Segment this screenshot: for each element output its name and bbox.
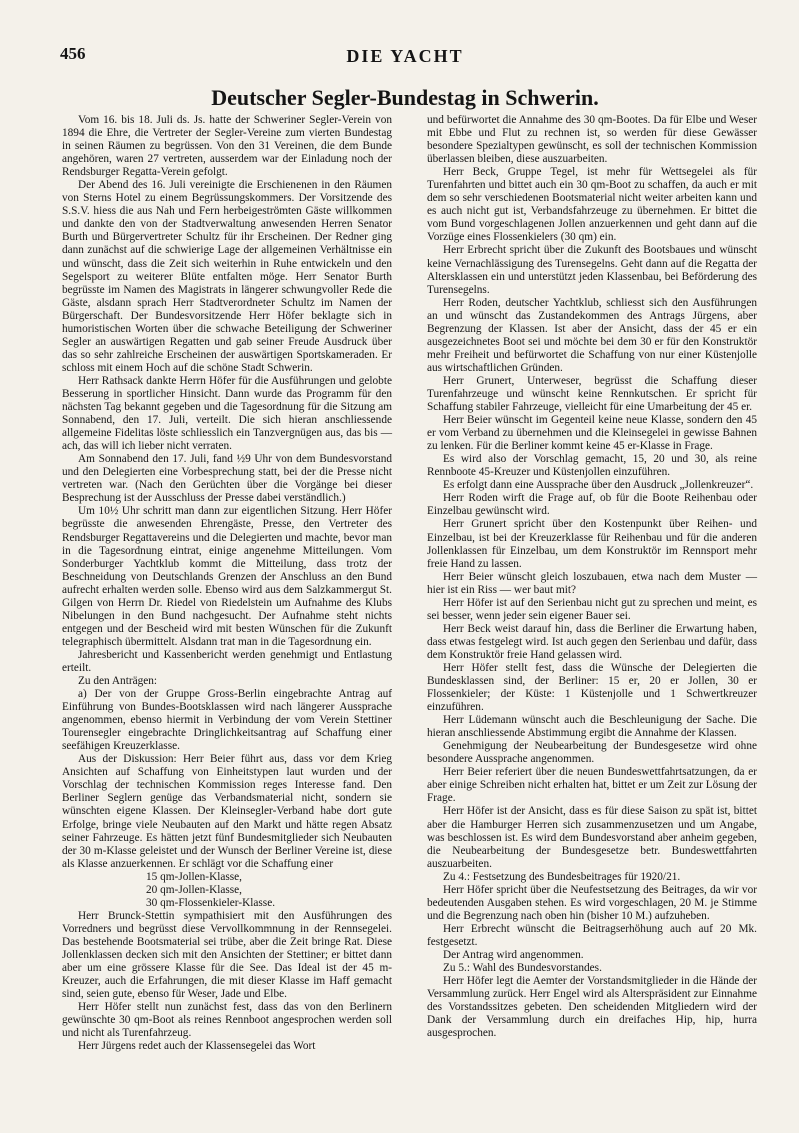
- paragraph: Der Abend des 16. Juli vereinigte die Erschienenen in den Räumen von Sterns Hotel zu einem Begrüssungskommers. Der Vorsitzende des S.S.V. hiess die aus Nah und Fern herbeigeströmten Gäste willkommen und dankte den von der Stadtverwaltung anwesenden Herren Senator Burth und Bürgervertreter Schultz für ihr Erscheinen. Der Redner ging dann zunächst auf die schwierige Lage der allgemeinen Verhältnisse ein und wünscht, dass die Zeit sich weiterhin in Ruhe entwickeln und den Segelsport zu weiterer Blüte entfalten möge. Herr Senator Burth begrüsste im Namen des Magistrats in längerer schwungvoller Rede die Gäste, alsdann sprach Herr Stadtverordneter Schultz im Namen der Bürgerschaft. Der Bundesvorsitzende Herr Höfer beklagte sich in humoristischen Worten über die schwache Beteiligung der Schweriner Segler an auswärtigen Regatten und gab seiner Freude Ausdruck über das so sehr zahlreiche Erscheinen der auswärtigen Sportskameraden. Er schloss mit einem Hoch auf die schöne Stadt Schwerin.: [62, 179, 392, 374]
- paragraph: Herr Roden, deutscher Yachtklub, schliesst sich den Ausführungen an und wünscht das Zustandekommen des Antrags Jürgens, aber Begrenzung der Klassen. Ist aber der Ansicht, dass der 45 er ein ausgezeichnetes Boot sei und möchte bei dem 30 er für den Konstruktör mehr Freiheit und befürwortet die Schaffung von nur einer Küstenjolle aus wirtschaftlichen Gründen.: [427, 296, 757, 374]
- section-heading: Zu 5.: Wahl des Bundesvorstandes.: [443, 962, 602, 975]
- paragraph: Herr Grunert spricht über den Kostenpunkt über Reihen- und Einzelbau, ist bei der Kreuzerklasse für Reihenbau und für die anderen Jollenklassen für Einzelbau, um dem Konstruktör im Rennsport mehr freie Hand zu lassen.: [427, 518, 757, 570]
- class-list-item: 30 qm-Flossenkieler-Klasse.: [146, 896, 276, 909]
- paragraph: Herr Brunck-Stettin sympathisiert mit den Ausführungen des Vorredners und begrüsst diese Vervollkommnung in der Rennsegelei. Das bestehende Bootsmaterial sei trübe, aber die Zeit bringe Rat. Diese Jollenklassen decken sich mit den Ansichten der Stettiner; er bittet dann aber um eine grössere Klasse für die See. Das Ideal ist der 45 m-Kreuzer, auch die Erfahrungen, die mit dieser Klasse im Haff gemacht sind, seien gute, ebenso für Weser, Jade und Elbe.: [62, 909, 392, 1001]
- paragraph: Vom 16. bis 18. Juli ds. Js. hatte der Schweriner Segler-Verein von 1894 die Ehre, die Vertreter der Segler-Vereine zum vierten Bundestag in seinen Räumen zu begrüssen. Von den 31 Vereinen, die dem Bunde angehören, waren 27 vertreten, ausserdem war der Einladung noch der Rendsburger Regatta-Verein gefolgt.: [62, 114, 392, 179]
- paragraph: Herr Beier wünscht gleich loszubauen, etwa nach dem Muster — hier ist ein Riss — wer baut mit?: [427, 570, 757, 596]
- paragraph: Herr Höfer legt die Aemter der Vorstandsmitglieder in die Hände der Versammlung zurück. Herr Engel wird als Alterspräsident zur Einnahme des Vorstandssitzes gebeten. Den scheidenden Mitgliedern wird der Dank der Versammlung durch ein dreifaches Hip, hip, hurra ausgesprochen.: [427, 975, 757, 1040]
- page-number: 456: [60, 44, 86, 63]
- section-heading: Zu 4.: Festsetzung des Bundesbeitrages für 1920/21.: [443, 870, 681, 883]
- paragraph: Herr Grunert, Unterweser, begrüsst die Schaffung dieser Turenfahrzeuge und wünscht keine Rennkutschen. Er spricht für Schaffung stabiler Fahrzeuge, vielleicht für eine Umarbeitung der 45 er.: [427, 374, 757, 414]
- article-title: Deutscher Segler-Bundestag in Schwerin.: [211, 85, 599, 110]
- paragraph: Herr Beck weist darauf hin, dass die Berliner die Erwartung haben, dass etwas festgelegt wird. Ist auch gegen den Serienbau und dafür, dass dem Konstruktör freie Hand gelassen wird.: [427, 622, 757, 661]
- paragraph: Herr Jürgens redet auch der Klassensegelei das Wort: [78, 1040, 316, 1053]
- paragraph: Herr Höfer stellt nun zunächst fest, dass das von den Berlinern gewünschte 30 qm-Boot als reines Rennboot angesprochen werden soll und nicht als Turenfahrzeug.: [62, 1001, 392, 1040]
- paragraph: Herr Höfer spricht über die Neufestsetzung des Beitrages, da wir vor bedeutenden Ausgaben stehen. Es wird vorgeschlagen, 20 M. je Stimme und die Begrenzung nach oben hin (bisher 10 M.) aufzuheben.: [427, 883, 757, 922]
- paragraph: Herr Roden wirft die Frage auf, ob für die Boote Reihenbau oder Einzelbau gewünscht wird.: [427, 492, 757, 518]
- paragraph: Jahresbericht und Kassenbericht werden genehmigt und Entlastung erteilt.: [62, 648, 392, 674]
- paragraph: Um 10½ Uhr schritt man dann zur eigentlichen Sitzung. Herr Höfer begrüsste die anwesenden Ehrengäste, Presse, den Vertreter des Rendsburger Regattavereins und die Delegierten und machte, bevor man in die Tagesordnung eintrat, einige angenehme Mitteilungen. Vom Sonderburger Yachtklub kommt die Mitteilung, dass trotz der Beschneidung von Deutschlands Grenzen der Anschluss an den Bund aufrecht erhalten werden solle. Ebenso wird aus dem Salzkammergut St. Gilgen von Herrn Dr. Riedel von Riedelstein um Aufnahme des Klubs Nibelungen in den Bund nachgesucht. Der Aufnahme steht nichts entgegen und der Bescheid wird mit besten Wünschen für die Zukunft telegraphisch übermittelt. Alsdann trat man in die Tagesordnung ein.: [62, 505, 392, 648]
- paragraph: Genehmigung der Neubearbeitung der Bundesgesetze wird ohne besondere Aussprache angenommen.: [427, 740, 757, 766]
- paragraph: Herr Rathsack dankte Herrn Höfer für die Ausführungen und gelobte Besserung in sportlicher Hinsicht. Dann wurde das Programm für den nächsten Tag bekannt gegeben und die Tagesordnung für die Sitzung am Sonnabend, den 17. Juli, verteilt. Die sich hieran anschliessende allgemeine Fidelitas löste schliesslich ein Tanzvergnügen aus, das bis — ach, das will ich lieber nicht verraten.: [62, 374, 392, 453]
- paragraph: und befürwortet die Annahme des 30 qm-Bootes. Da für Elbe und Weser mit Ebbe und Flut zu rechnen ist, so werden für diese Gewässer besondere Spezialtypen gewünscht, es soll der technischen Kommission überlassen bleiben, diese auszuarbeiten.: [427, 114, 757, 166]
- running-title: DIE YACHT: [346, 46, 464, 66]
- class-list-item: 15 qm-Jollen-Klasse,: [146, 870, 243, 883]
- paragraph: Herr Erbrecht wünscht die Beitragserhöhung auch auf 20 Mk. festgesetzt.: [427, 922, 757, 948]
- paragraph: Herr Lüdemann wünscht auch die Beschleunigung der Sache. Die hieran anschliessende Abstimmung ergibt die Annahme der Klassen.: [427, 714, 757, 740]
- paragraph: Am Sonnabend den 17. Juli, fand ½9 Uhr von dem Bundesvorstand und den Delegierten eine Vorbesprechung statt, bei der die Presse nicht vertreten war. (Nach den Gerüchten über die Vorgänge bei dieser Besprechung ist der Ausschluss der Presse dabei verständlich.): [62, 453, 392, 505]
- paragraph: Herr Beier referiert über die neuen Bundeswettfahrtsatzungen, da er aber einige Schreiben nicht erhalten hat, bittet er um Zeit zur Lösung der Frage.: [427, 766, 757, 805]
- paragraph: Herr Höfer ist auf den Serienbau nicht gut zu sprechen und meint, es sei besser, wenn jeder sein eigener Bauer sei.: [427, 596, 757, 622]
- paragraph: Es wird also der Vorschlag gemacht, 15, 20 und 30, als reine Rennboote 45-Kreuzer und Küstenjollen einzuführen.: [427, 453, 757, 479]
- paragraph: Herr Erbrecht spricht über die Zukunft des Bootsbaues und wünscht keine Vernachlässigung des Turensegelns. Geht dann auf die Regatta der Altersklassen ein und unterstützt jeden Klassenbau, bei Beförderung des Turensegelns.: [427, 244, 757, 296]
- paragraph: Herr Beier wünscht im Gegenteil keine neue Klasse, sondern den 45 er vom Verband zu übernehmen und die Kleinsegelei in gewisse Bahnen zu lenken. Für die Berliner kommt keine 45 er-Klasse in Frage.: [427, 414, 757, 453]
- paragraph: Der Antrag wird angenommen.: [443, 949, 584, 961]
- left-column: [62, 114, 392, 1053]
- page-header: [60, 44, 750, 70]
- paragraph: a) Der von der Gruppe Gross-Berlin eingebrachte Antrag auf Einführung von Bundes-Bootsklassen wird nach längerer Aussprache angenommen, ebenso hiermit in Verbindung der vom Verein Stettiner Tourensegler eingebrachte Dringlichkeitsantrag auf Schaffung einer seefähigen Kreuzerklasse.: [62, 688, 392, 753]
- paragraph: Es erfolgt dann eine Aussprache über den Ausdruck „Jollenkreuzer“.: [443, 479, 754, 492]
- paragraph: Aus der Diskussion: Herr Beier führt aus, dass vor dem Krieg Ansichten auf Schaffung von Einheitstypen laut wurden und der Vorschlag der technischen Kommission reges Interesse fand. Den Berliner Seglern genüge das Verbandsmaterial nicht, sondern sie wünschten eigene Klassen. Der Kleinsegler-Verband habe dort gute Erfolge, bringe viele Neubauten auf den Markt und hätte regen Absatz seiner Fahrzeuge. Es hätten jetzt fünf Bundesmitglieder sich Neubauten der 30 m-Klasse geleistet und der Wunsch der Berliner Vereine ist, diese als Klasse anzuerkennen. Er schlägt vor die Schaffung einer: [62, 753, 392, 870]
- section-heading: Zu den Anträgen:: [78, 675, 158, 688]
- class-list-item: 20 qm-Jollen-Klasse,: [146, 883, 243, 896]
- paragraph: Herr Höfer stellt fest, dass die Wünsche der Delegierten die Bundesklassen sind, der Berliner: 15 er, 20 er Jollen, 30 er Flossenkieler; der Küste: 1 Küstenjolle und 1 Schwertkreuzer einzuführen.: [427, 661, 757, 714]
- paragraph: Herr Beck, Gruppe Tegel, ist mehr für Wettsegelei als für Turenfahrten und bittet auch ein 30 qm-Boot zu schaffen, da auch er mit dem so sehr verschiedenen Bootsmaterial nicht weiter arbeiten kann und es auch nicht gut ist, Verbandsfahrzeuge zu übernehmen. Er bittet die vom Bund vorgeschlagenen Jollen anzuerkennen und geht dann auf die Vorzüge eines Flossenkielers (30 qm) ein.: [427, 166, 757, 244]
- right-column: [427, 114, 757, 1040]
- paragraph: Herr Höfer ist der Ansicht, dass es für diese Saison zu spät ist, bittet aber die Hamburger Herren sich zusammenzusetzen und um Angabe, was beschlossen ist. Es wird dem Bundesvorstand aber anheim gegeben, die Neubearbeitung der Bundesgesetze betr. Bundeswettfahrten auszuarbeiten.: [427, 805, 757, 870]
